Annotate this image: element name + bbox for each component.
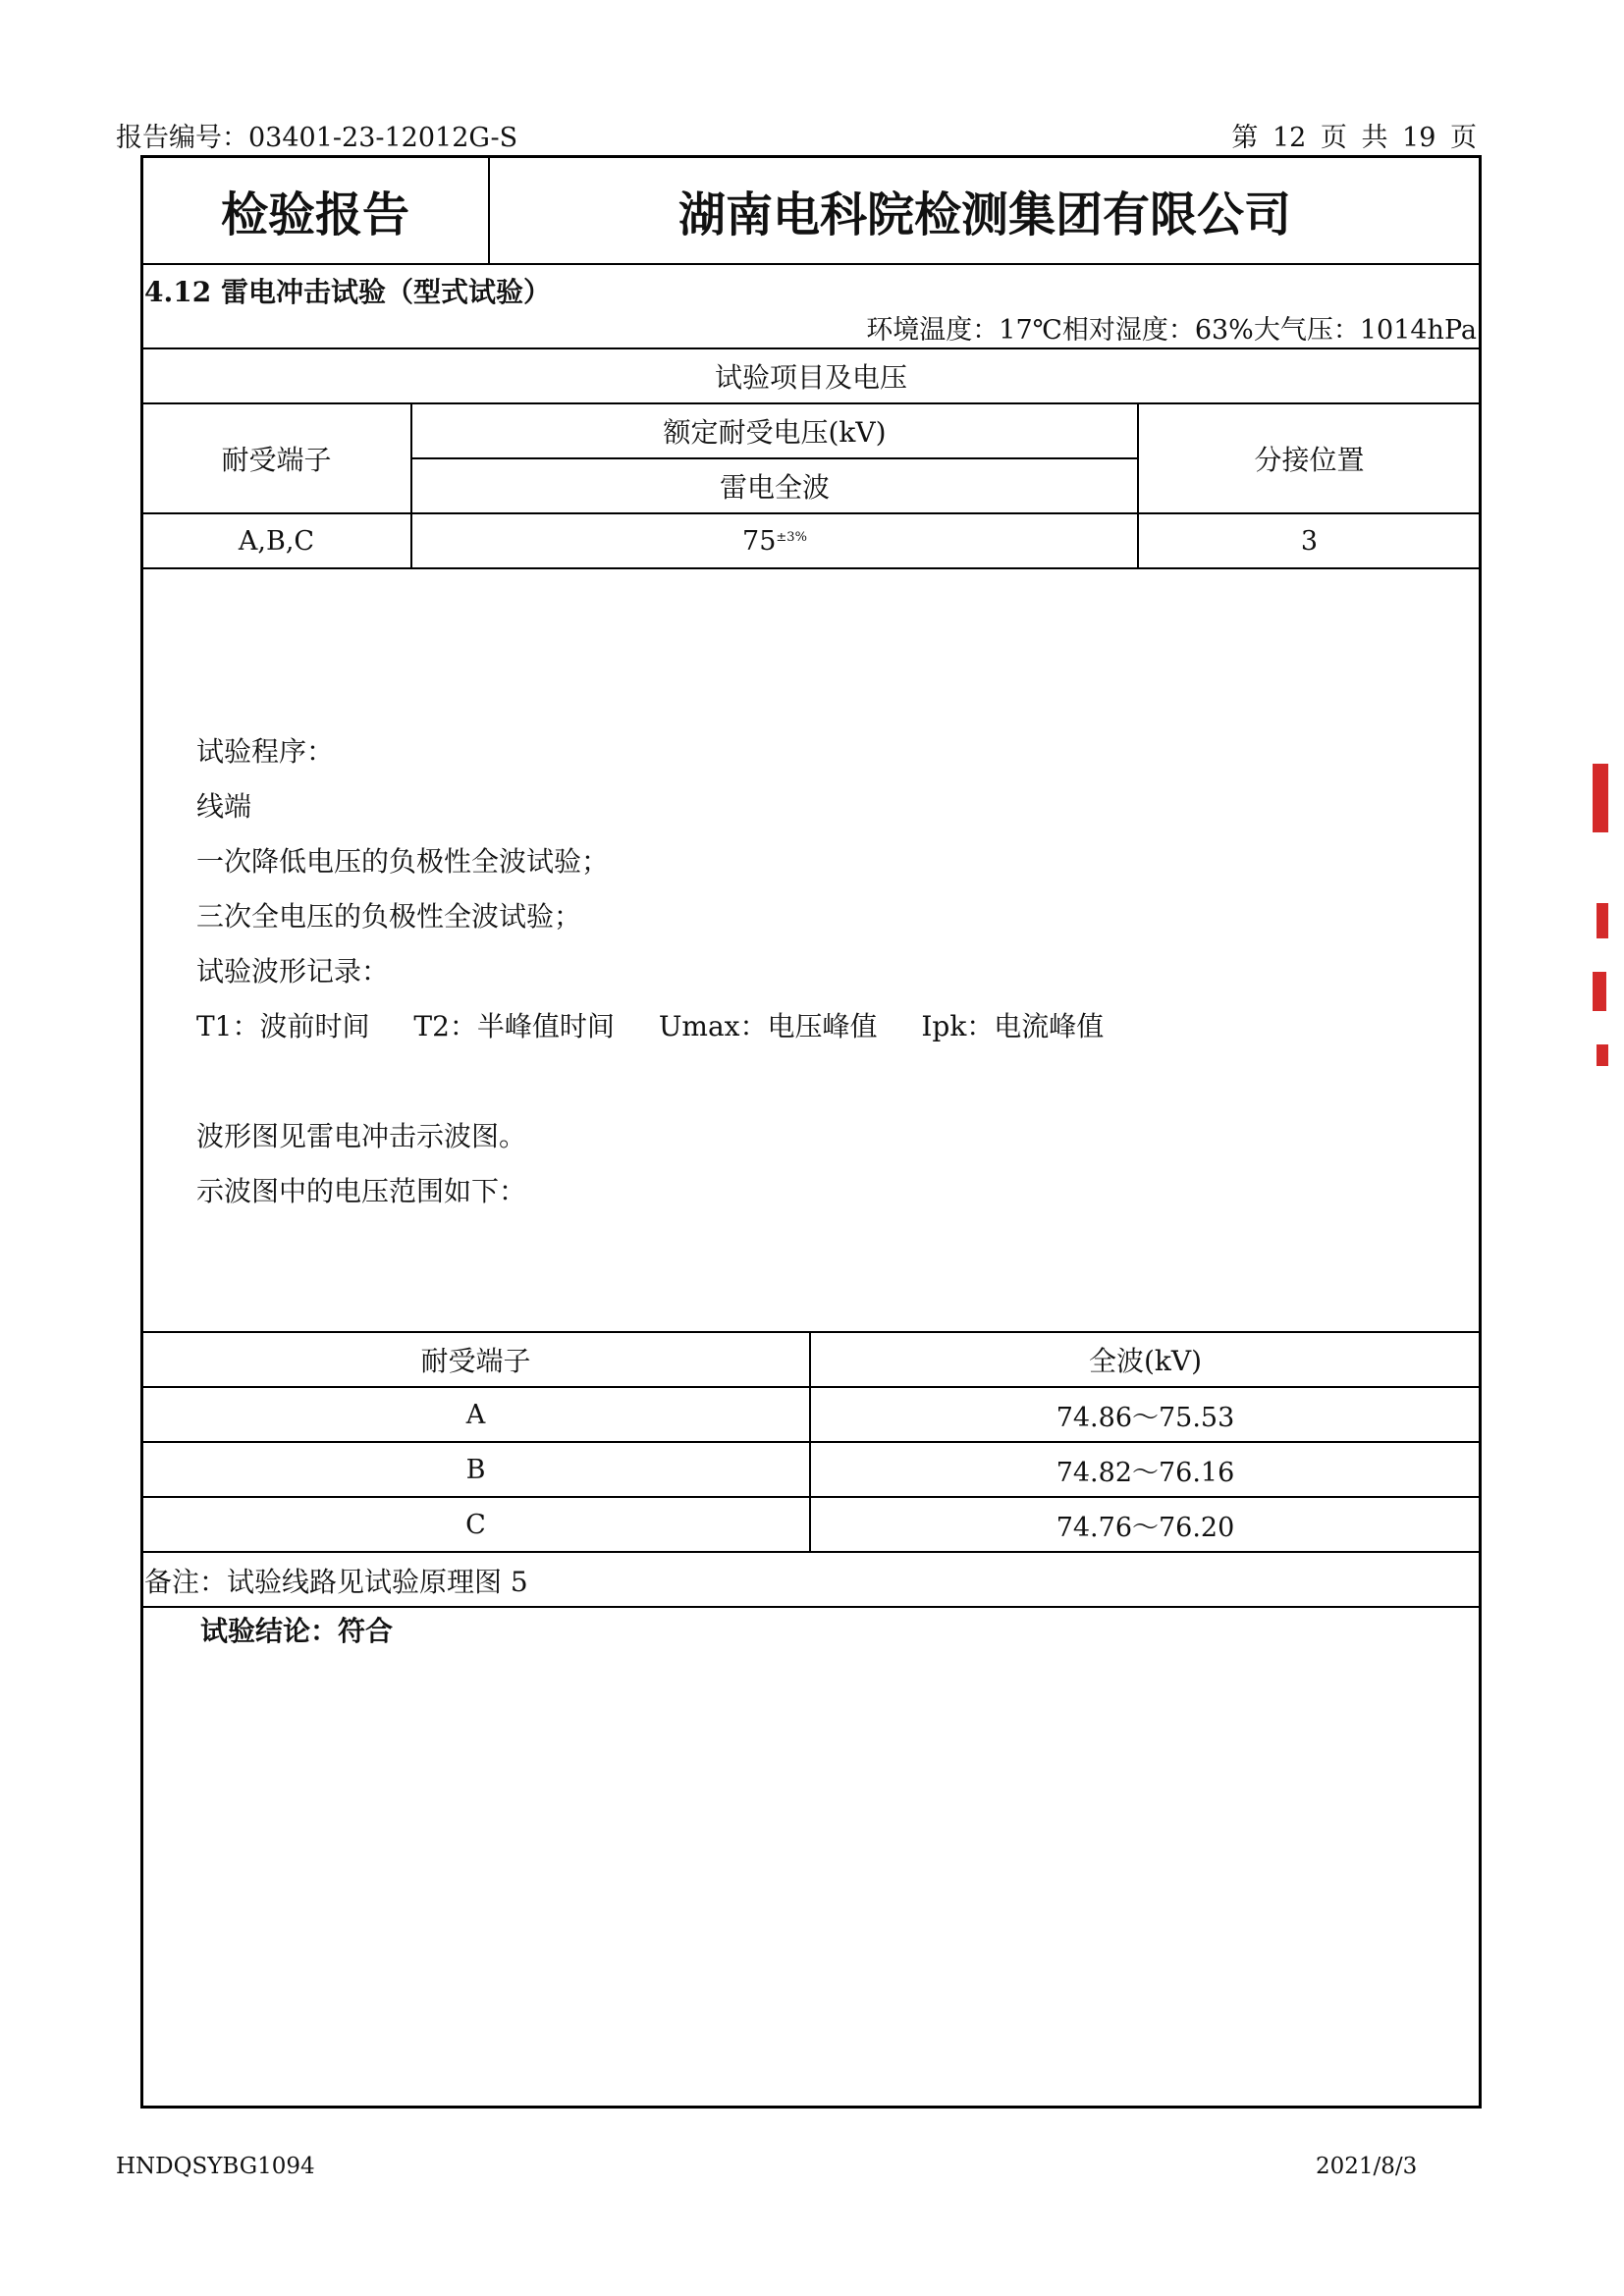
table-row: 74.86～75.53 bbox=[1056, 1402, 1235, 1433]
legend-ipk: Ipk：电流峰值 bbox=[921, 1010, 1105, 1042]
procedure-heading: 试验程序： bbox=[196, 735, 335, 768]
table2-header-full-wave: 全波(kV) bbox=[1088, 1345, 1203, 1377]
procedure-note: 示波图中的电压范围如下： bbox=[196, 1175, 527, 1207]
table1-header-tap-position: 分接位置 bbox=[1254, 443, 1365, 476]
divider bbox=[142, 1606, 1480, 1608]
environment-conditions: 环境温度：17℃相对湿度：63%大气压：1014hPa bbox=[866, 315, 1477, 346]
procedure-line: 试验波形记录： bbox=[196, 955, 390, 988]
table1-terminal-value: A,B,C bbox=[238, 525, 315, 557]
table1-header-rated-voltage: 额定耐受电压(kV) bbox=[663, 415, 887, 449]
table-row: A bbox=[465, 1399, 486, 1430]
waveform-legend bbox=[196, 1005, 1104, 1044]
report-type-title: 检验报告 bbox=[220, 187, 409, 242]
table1-header-full-wave: 雷电全波 bbox=[719, 471, 830, 504]
seal-stamp-fragment bbox=[1597, 903, 1608, 938]
seal-stamp-fragment bbox=[1593, 972, 1606, 1011]
conclusion: 试验结论：符合 bbox=[200, 1615, 394, 1647]
company-name: 湖南电科院检测集团有限公司 bbox=[677, 187, 1291, 242]
seal-stamp-fragment bbox=[1597, 1044, 1608, 1066]
section-title: 4.12 雷电冲击试验（型式试验） bbox=[144, 276, 551, 308]
divider bbox=[142, 1551, 1480, 1553]
table2-header-terminal: 耐受端子 bbox=[420, 1345, 531, 1377]
procedure-note: 波形图见雷电冲击示波图。 bbox=[196, 1120, 527, 1152]
table1-voltage-value: 75 bbox=[742, 525, 777, 557]
procedure-line: 三次全电压的负极性全波试验； bbox=[196, 900, 582, 933]
table1-caption: 试验项目及电压 bbox=[714, 361, 907, 394]
footer-date: 2021/8/3 bbox=[1316, 2154, 1418, 2179]
page-info: 第 12 页 共 19 页 bbox=[1231, 123, 1477, 153]
legend-t1: T1：波前时间 bbox=[196, 1010, 370, 1042]
procedure-line: 线端 bbox=[196, 790, 252, 823]
remark: 备注：试验线路见试验原理图 5 bbox=[144, 1566, 528, 1598]
divider bbox=[142, 567, 1480, 569]
table1-tap-value: 3 bbox=[1300, 525, 1319, 557]
table1-voltage-cell bbox=[412, 514, 1137, 567]
table-row: 74.76～76.20 bbox=[1056, 1512, 1235, 1543]
table-row: B bbox=[465, 1454, 486, 1485]
legend-t2: T2：半峰值时间 bbox=[413, 1010, 615, 1042]
seal-stamp-fragment bbox=[1593, 764, 1608, 832]
table1-voltage-tolerance: ±3% bbox=[776, 529, 807, 545]
table1-header-terminal: 耐受端子 bbox=[221, 443, 332, 476]
legend-umax: Umax：电压峰值 bbox=[658, 1010, 878, 1042]
report-number: 报告编号：03401-23-12012G-S bbox=[116, 123, 518, 153]
procedure-line: 一次降低电压的负极性全波试验； bbox=[196, 845, 610, 878]
table-row: 74.82～76.16 bbox=[1056, 1457, 1235, 1488]
divider bbox=[142, 263, 1480, 265]
table-row: C bbox=[465, 1509, 486, 1540]
form-number: HNDQSYBG1094 bbox=[116, 2154, 315, 2179]
